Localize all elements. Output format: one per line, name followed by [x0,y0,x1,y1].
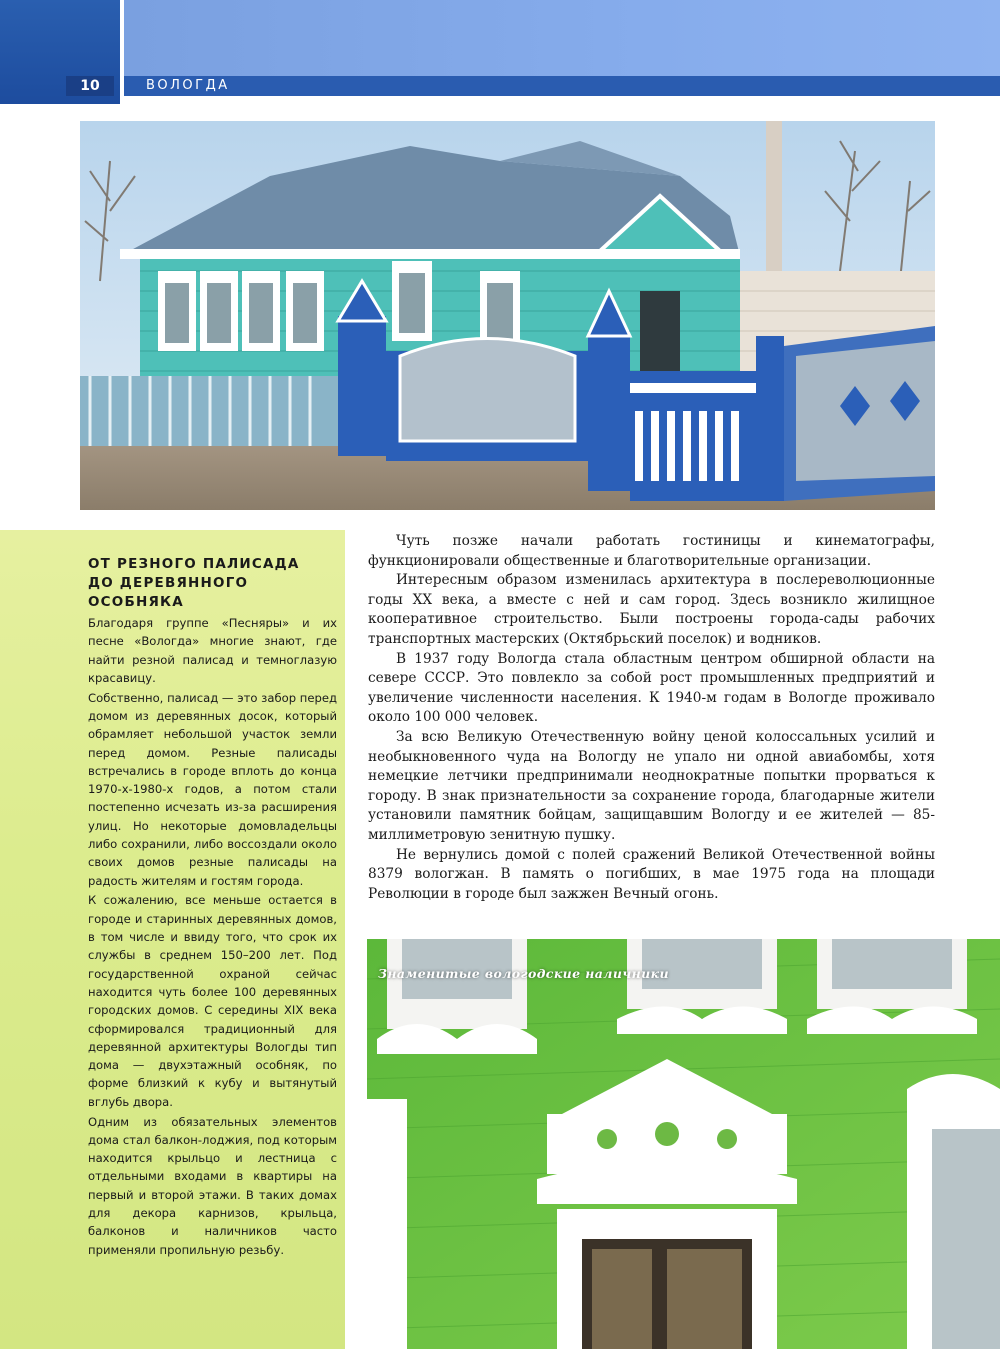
main-paragraph: За всю Великую Отечественную войну ценой колоссальных усилий и необыкновенного чуда на Вологду не упало ни одной авиабомбы, хотя немецкие летчики предпринимали неоднократные попытки прорваться к городу. В знак признательности за сохранение города, благодарные жители установили памятник бойцам, защищавшим Вологду и ее жителей — 85-миллиметровую зенитную пушку. [368,728,935,843]
photo-caption: Знаменитые вологодские наличники [378,966,670,981]
header-right-block [124,0,1000,76]
sidebar-title [88,555,338,612]
photo-carved-window-frames-drawing [367,939,1000,1349]
photo-wooden-house-drawing [80,121,935,510]
running-title: ВОЛОГДА [146,78,230,93]
main-paragraph: В 1937 году Вологда стала областным центром обширной области на севере СССР. Это повлекло за собой рост промышленных предприятий и увеличение численности населения. К 1940-м годам в Вологде проживало около 100 000 человек. [368,650,935,726]
main-paragraph: Не вернулись домой с полей сражений Великой Отечественной войны 8379 вологжан. В память о погибших, в мае 1975 года на площади Революции в городе был зажжен Вечный огонь. [368,846,935,902]
sidebar-title-line: ОСОБНЯКА [88,594,184,610]
main-paragraph: Чуть позже начали работать гостиницы и кинематографы, функционировали общественные и благотворительные организации. [368,533,935,569]
sidebar-paragraph: Одним из обязательных элементов дома стал балкон-лоджия, под которым находится крыльцо и лестница с отдельными входами в квартиры на первый и второй этажи. В таких домах для декора карнизов, крыльца, балконов и наличников часто применяли пропильную резьбу. [88,1114,337,1257]
page-number: 10 [66,76,114,96]
sidebar-paragraph: Собственно, палисад — это забор перед домом из деревянных досок, который обрамляет небольшой участок земли перед домом. Резные палисады встречались в городе вплоть до конца 1970-х-1980-х годов, а потом стали постепенно исчезать из-за расширения улиц. Но некоторые домовладельцы либо сохранили, либо воссоздали около своих домов резные палисады на радость жителям и гостям города. [88,690,337,888]
sidebar-paragraph: Благодаря группе «Песняры» и их песне «Вологда» многие знают, где найти резной палисад и темноглазую красавицу. [88,616,337,685]
photo-carved-window-frames [367,939,1000,1349]
main-paragraph: Интересным образом изменилась архитектура в послереволюционные годы XX века, а вместе с ней и сам город. Здесь возникло жилищное кооперативное строительство. Были построены города-сады рабочих транспортных мастерских (Октябрьский поселок) и водников. [368,572,935,647]
header-gap [124,96,1000,104]
header-bar [124,76,1000,96]
sidebar-text [88,614,337,1260]
sidebar-title-line: ДО ДЕРЕВЯННОГО [88,575,249,591]
sidebar-paragraph: К сожалению, все меньше остается в городе и старинных деревянных домов, в том числе и ввиду того, что срок их службы в среднем 150–200 лет. Под государственной охраной сейчас находится чуть более 100 деревянных городских домов. С середины XIX века сформировался традиционный для деревянной архитектуры Вологды тип дома — двухэтажный особняк, по форме близкий к кубу и вытянутый вглубь двора. [88,893,337,1109]
main-text [368,532,935,904]
sidebar-title-line: ОТ РЕЗНОГО ПАЛИСАДА [88,556,300,572]
photo-wooden-house [80,121,935,510]
